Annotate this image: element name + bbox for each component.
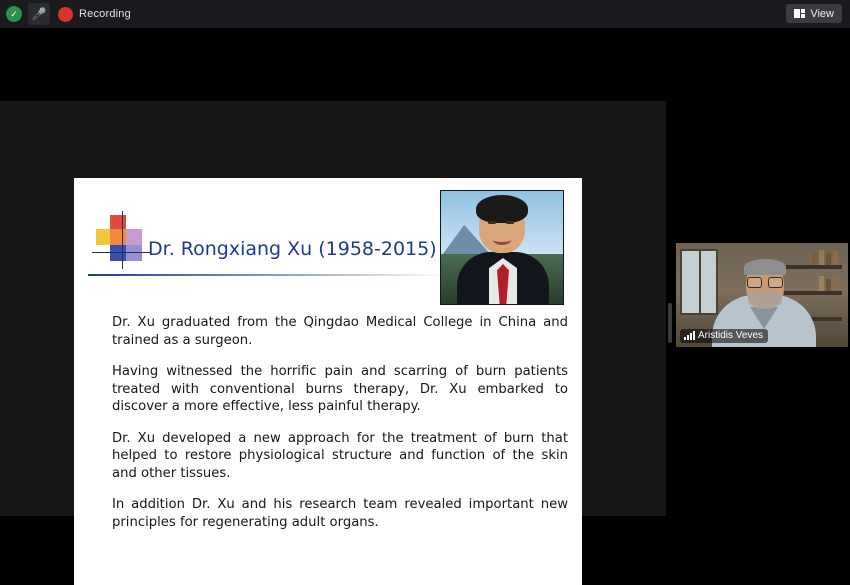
colored-squares-logo [96,215,146,269]
participant-name: Aristidis Veves [698,330,764,341]
shield-check-icon[interactable]: ✓ [6,6,22,22]
portrait-photo [440,190,564,305]
slide-paragraph: In addition Dr. Xu and his research team revealed important new principles for regenerating adult organs. [112,497,568,530]
layout-grid-icon [794,9,805,18]
screen-share-region[interactable] [0,101,666,530]
meeting-stage [0,28,850,530]
slide-paragraph: Dr. Xu developed a new approach for the treatment of burn that helped to restore physiological structure and function of the skin and other tissues. [112,430,568,481]
slide-paragraph: Dr. Xu graduated from the Qingdao Medical College in China and trained as a surgeon. [112,315,568,348]
meeting-top-bar [0,0,850,28]
microphone-button[interactable] [28,3,50,25]
presentation-slide[interactable] [74,178,582,585]
recording-label: Recording [79,8,131,20]
slide-title: Dr. Rongxiang Xu (1958-2015) [148,238,437,260]
top-bar-left-group [0,0,131,28]
signal-bars-icon [684,331,694,340]
participant-video-tile[interactable] [676,243,848,347]
record-dot-icon[interactable] [58,7,73,22]
view-button-label: View [810,7,834,20]
view-button[interactable] [786,4,842,23]
slide-body-text [112,314,568,531]
share-scrollbar[interactable] [668,303,672,343]
title-divider [88,274,444,276]
microphone-icon: 🎤 [31,7,47,21]
slide-paragraph: Having witnessed the horrific pain and scarring of burn patients treated with conventional burns therapy, Dr. Xu embarked to discover a more effective, less painful therapy. [112,364,568,415]
participant-name-badge [680,329,768,343]
